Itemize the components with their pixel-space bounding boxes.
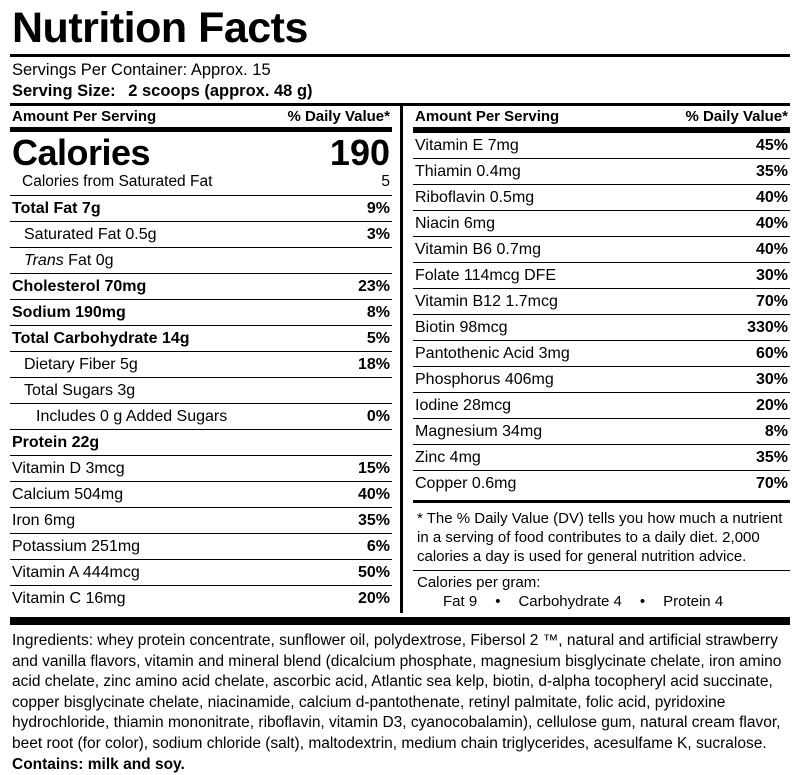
nutrient-name: Vitamin B12 1.7mcg (415, 293, 558, 310)
serving-size-value: 2 scoops (approx. 48 g) (128, 82, 313, 100)
nutrient-row (413, 210, 790, 236)
nutrient-row (10, 585, 392, 611)
calories-label: Calories (12, 132, 151, 173)
nutrient-daily-value: 3% (366, 226, 390, 243)
nutrient-row (413, 392, 790, 418)
right-nutrient-rows (413, 132, 790, 496)
nutrient-row (10, 247, 392, 273)
left-daily-value-header: % Daily Value* (287, 108, 390, 125)
calories-from-sat-fat-row (10, 173, 392, 195)
nutrient-name: Vitamin A 444mcg (12, 564, 140, 581)
nutrient-row (10, 351, 392, 377)
left-column-header (10, 106, 392, 127)
nutrient-daily-value: 70% (755, 475, 788, 492)
nutrient-row (10, 221, 392, 247)
nutrient-name: Total Fat 7g (12, 200, 101, 217)
nutrient-name: Sodium 190mg (12, 304, 126, 321)
page-title: Nutrition Facts (12, 4, 308, 52)
nutrient-daily-value: 35% (755, 163, 788, 180)
nutrient-name: Saturated Fat 0.5g (24, 226, 157, 243)
nutrient-name: Total Sugars 3g (24, 382, 136, 399)
nutrient-daily-value: 40% (755, 189, 788, 206)
calories-from-sat-fat-label: Calories from Saturated Fat (22, 173, 213, 190)
nutrient-row (413, 340, 790, 366)
nutrient-row (413, 184, 790, 210)
nutrient-daily-value: 6% (366, 538, 390, 555)
left-column (10, 106, 400, 613)
nutrient-row (10, 403, 392, 429)
nutrient-daily-value: 18% (357, 356, 390, 373)
nutrient-daily-value: 5% (366, 330, 390, 347)
nutrient-daily-value: 0% (366, 408, 390, 425)
right-column-header (413, 106, 790, 127)
nutrient-daily-value: 35% (357, 512, 390, 529)
nutrient-name: Copper 0.6mg (415, 475, 517, 492)
nutrient-name: Phosphorus 406mg (415, 371, 554, 388)
serving-size-label: Serving Size: (12, 82, 116, 100)
nutrient-name: Total Carbohydrate 14g (12, 330, 190, 347)
calories-row (10, 132, 392, 173)
nutrient-row (413, 236, 790, 262)
daily-value-footnote: * The % Daily Value (DV) tells you how much a nutrient in a serving of food contributes to a daily diet. 2,000 calories a day is used for general nutrition advice. (417, 510, 783, 565)
calories-from-sat-fat-value: 5 (381, 173, 390, 190)
nutrient-name: Vitamin E 7mg (415, 137, 519, 154)
nutrient-daily-value: 35% (755, 449, 788, 466)
nutrient-daily-value: 8% (764, 423, 788, 440)
nutrient-daily-value: 23% (357, 278, 390, 295)
nutrient-row (10, 481, 392, 507)
nutrient-name: Magnesium 34mg (415, 423, 543, 440)
nutrient-daily-value: 15% (357, 460, 390, 477)
nutrient-name: Thiamin 0.4mg (415, 163, 521, 180)
nutrient-row (10, 325, 392, 351)
nutrient-row (10, 429, 392, 455)
nutrient-row (413, 444, 790, 470)
nutrient-name: Cholesterol 70mg (12, 278, 147, 295)
nutrient-daily-value: 45% (755, 137, 788, 154)
calories-per-gram-item: Protein 4 (663, 593, 724, 610)
nutrient-columns (10, 106, 790, 613)
nutrient-daily-value: 50% (357, 564, 390, 581)
divider-above-ingredients (10, 617, 790, 625)
nutrient-row (413, 262, 790, 288)
right-column (400, 106, 790, 613)
nutrient-daily-value: 40% (755, 241, 788, 258)
nutrient-row (10, 507, 392, 533)
nutrient-daily-value: 30% (755, 267, 788, 284)
nutrient-row (10, 455, 392, 481)
calories-per-gram-items (417, 592, 788, 611)
nutrient-row (10, 195, 392, 221)
nutrient-name: Calcium 504mg (12, 486, 124, 503)
nutrient-daily-value: 40% (357, 486, 390, 503)
nutrient-daily-value: 70% (755, 293, 788, 310)
calories-per-gram-block (413, 571, 790, 613)
nutrient-row (10, 533, 392, 559)
right-daily-value-header: % Daily Value* (685, 108, 788, 125)
bullet-separator-icon: • (495, 593, 501, 610)
contains-allergens-text: Contains: milk and soy. (12, 756, 185, 773)
nutrient-row (413, 366, 790, 392)
nutrient-daily-value: 20% (357, 590, 390, 607)
servings-per-container: Servings Per Container: Approx. 15 (12, 61, 271, 79)
nutrient-name: Iron 6mg (12, 512, 76, 529)
nutrient-daily-value: 60% (755, 345, 788, 362)
calories-per-gram-label: Calories per gram: (417, 574, 541, 591)
ingredients-text: Ingredients: whey protein concentrate, sunflower oil, polydextrose, Fibersol 2 ™, natural and artificial strawberry and vanilla flavors, vitamin and mineral blend (dicalcium phosphate, magnesium bisglycinate chelate, iron amino acid chelate, zinc amino acid chelate, ascorbic acid, Atlantic sea kelp, biotin, d-alpha tocopheryl acid succinate, copper bisglycinate chelate, niacinamide, calcium d-pantothenate, retinyl palmitate, folic acid, pyridoxine hydrochloride, thiamin mononitrate, riboflavin, vitamin D3, cyanocobalamin), cellulose gum, natural cream flavor, beet root (for color), sodium chloride (salt), maltodextrin, medium chain triglycerides, acesulfame K, sucralose. (12, 632, 782, 752)
nutrient-row (10, 299, 392, 325)
nutrient-row (413, 470, 790, 496)
nutrient-daily-value: 8% (366, 304, 390, 321)
nutrient-name: Vitamin B6 0.7mg (415, 241, 541, 258)
nutrient-row (413, 314, 790, 340)
trans-word: Trans (24, 252, 64, 269)
nutrient-daily-value: 30% (755, 371, 788, 388)
nutrient-name: Zinc 4mg (415, 449, 481, 466)
calories-per-gram-item: Fat 9 (443, 593, 478, 610)
nutrient-name: Niacin 6mg (415, 215, 496, 232)
nutrient-name: Protein 22g (12, 434, 100, 451)
nutrient-row (413, 158, 790, 184)
calories-per-gram-item: Carbohydrate 4 (518, 593, 622, 610)
calories-value: 190 (329, 132, 390, 173)
nutrient-daily-value: 330% (747, 319, 788, 336)
nutrient-row (413, 132, 790, 158)
serving-size-row (12, 81, 788, 102)
nutrient-name: Biotin 98mcg (415, 319, 508, 336)
nutrient-row (413, 418, 790, 444)
nutrient-name: Dietary Fiber 5g (24, 356, 138, 373)
left-nutrient-rows (10, 195, 392, 611)
nutrient-name: Folate 114mcg DFE (415, 267, 557, 284)
nutrient-row (413, 288, 790, 314)
nutrient-name: Riboflavin 0.5mg (415, 189, 535, 206)
right-amount-per-serving-header: Amount Per Serving (415, 108, 560, 125)
nutrient-daily-value: 9% (366, 200, 390, 217)
nutrient-name: Vitamin C 16mg (12, 590, 126, 607)
servings-block (10, 57, 790, 103)
nutrient-name: Iodine 28mcg (415, 397, 512, 414)
nutrient-row (10, 559, 392, 585)
bullet-separator-icon: • (639, 593, 646, 610)
nutrient-name: Includes 0 g Added Sugars (36, 408, 228, 425)
nutrient-name: Potassium 251mg (12, 538, 141, 555)
nutrient-row (10, 273, 392, 299)
nutrient-row (10, 377, 392, 403)
nutrient-name: Pantothenic Acid 3mg (415, 345, 570, 362)
nutrient-daily-value: 40% (755, 215, 788, 232)
left-amount-per-serving-header: Amount Per Serving (12, 108, 157, 125)
nutrient-name: Vitamin D 3mcg (12, 460, 125, 477)
nutrient-daily-value: 20% (755, 397, 788, 414)
nutrient-name: Trans Fat 0g (24, 252, 114, 269)
